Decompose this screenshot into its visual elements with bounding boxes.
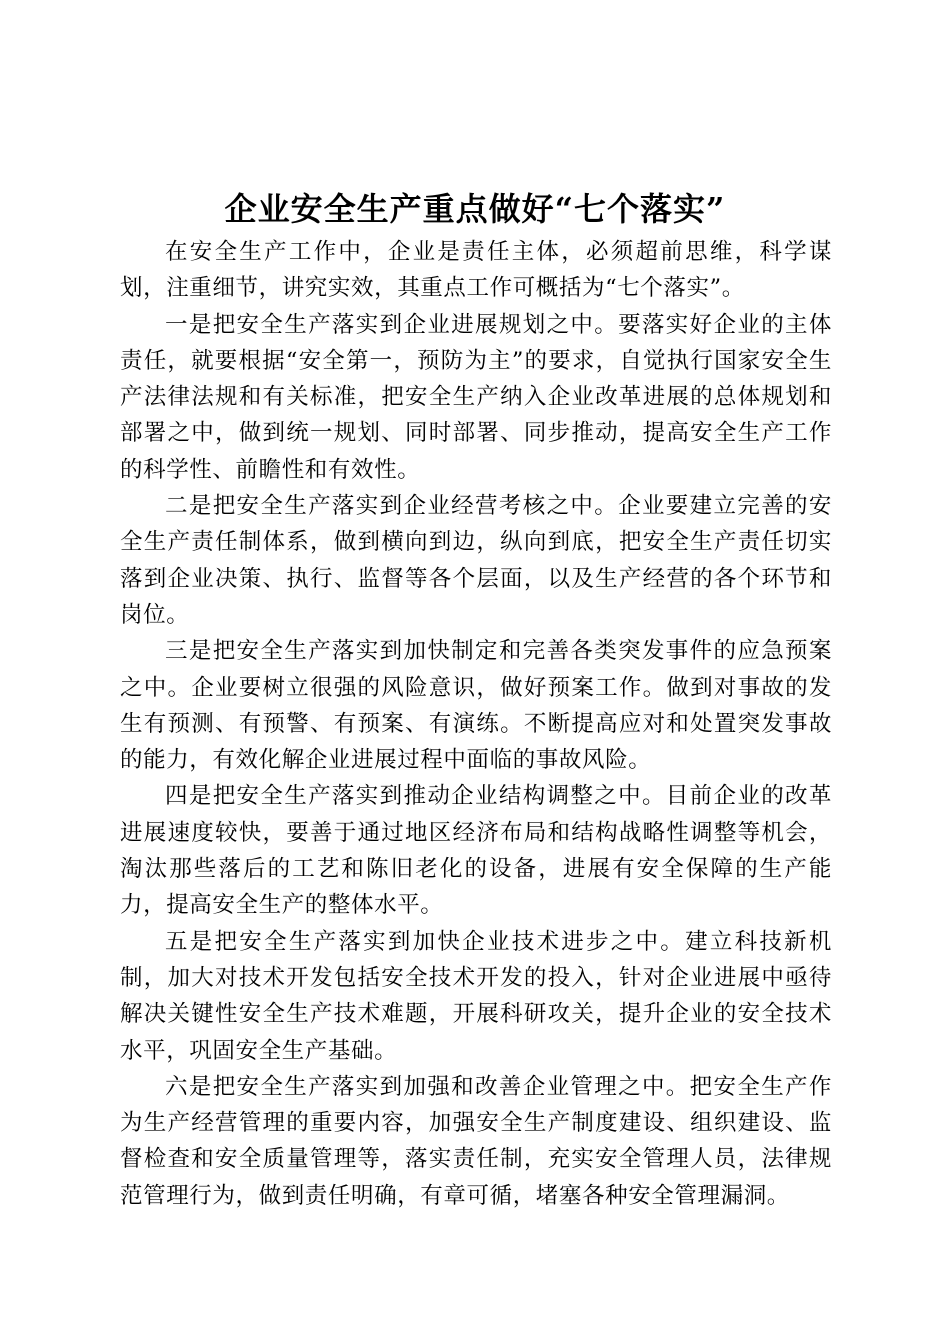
paragraph-intro: 在安全生产工作中，企业是责任主体，必须超前思维，科学谋划，注重细节，讲究实效，其重点工作可概括为“七个落实”。 [120, 239, 832, 302]
paragraph-one: 一是把安全生产落实到企业进展规划之中。要落实好企业的主体责任，就要根据“安全第一，预防为主”的要求，自觉执行国家安全生产法律法规和有关标准，把安全生产纳入企业改革进展的总体规划和部署之中，做到统一规划、同时部署、同步推动，提高安全生产工作的科学性、前瞻性和有效性。 [120, 311, 832, 483]
document-title: 企业安全生产重点做好“七个落实” [224, 190, 726, 228]
paragraph-six: 六是把安全生产落实到加强和改善企业管理之中。把安全生产作为生产经营管理的重要内容，加强安全生产制度建设、组织建设、监督检查和安全质量管理等，落实责任制，充实安全管理人员，法律规范管理行为，做到责任明确，有章可循，堵塞各种安全管理漏洞。 [120, 1073, 832, 1209]
document-body [120, 234, 832, 1214]
paragraph-four: 四是把安全生产落实到推动企业结构调整之中。目前企业的改革进展速度较快，要善于通过地区经济布局和结构战略性调整等机会，淘汰那些落后的工艺和陈旧老化的设备，进展有安全保障的生产能力，提高安全生产的整体水平。 [120, 783, 832, 919]
paragraph-two: 二是把安全生产落实到企业经营考核之中。企业要建立完善的安全生产责任制体系，做到横向到边，纵向到底，把安全生产责任切实落到企业决策、执行、监督等各个层面，以及生产经营的各个环节和岗位。 [120, 493, 832, 628]
paragraph-five: 五是把安全生产落实到加快企业技术进步之中。建立科技新机制，加大对技术开发包括安全技术开发的投入，针对企业进展中亟待解决关键性安全生产技术难题，开展科研攻关，提升企业的安全技术水平，巩固安全生产基础。 [120, 928, 832, 1064]
paragraph-three: 三是把安全生产落实到加快制定和完善各类突发事件的应急预案之中。企业要树立很强的风险意识，做好预案工作。做到对事故的发生有预测、有预警、有预案、有演练。不断提高应对和处置突发事故的能力，有效化解企业进展过程中面临的事故风险。 [120, 638, 832, 774]
